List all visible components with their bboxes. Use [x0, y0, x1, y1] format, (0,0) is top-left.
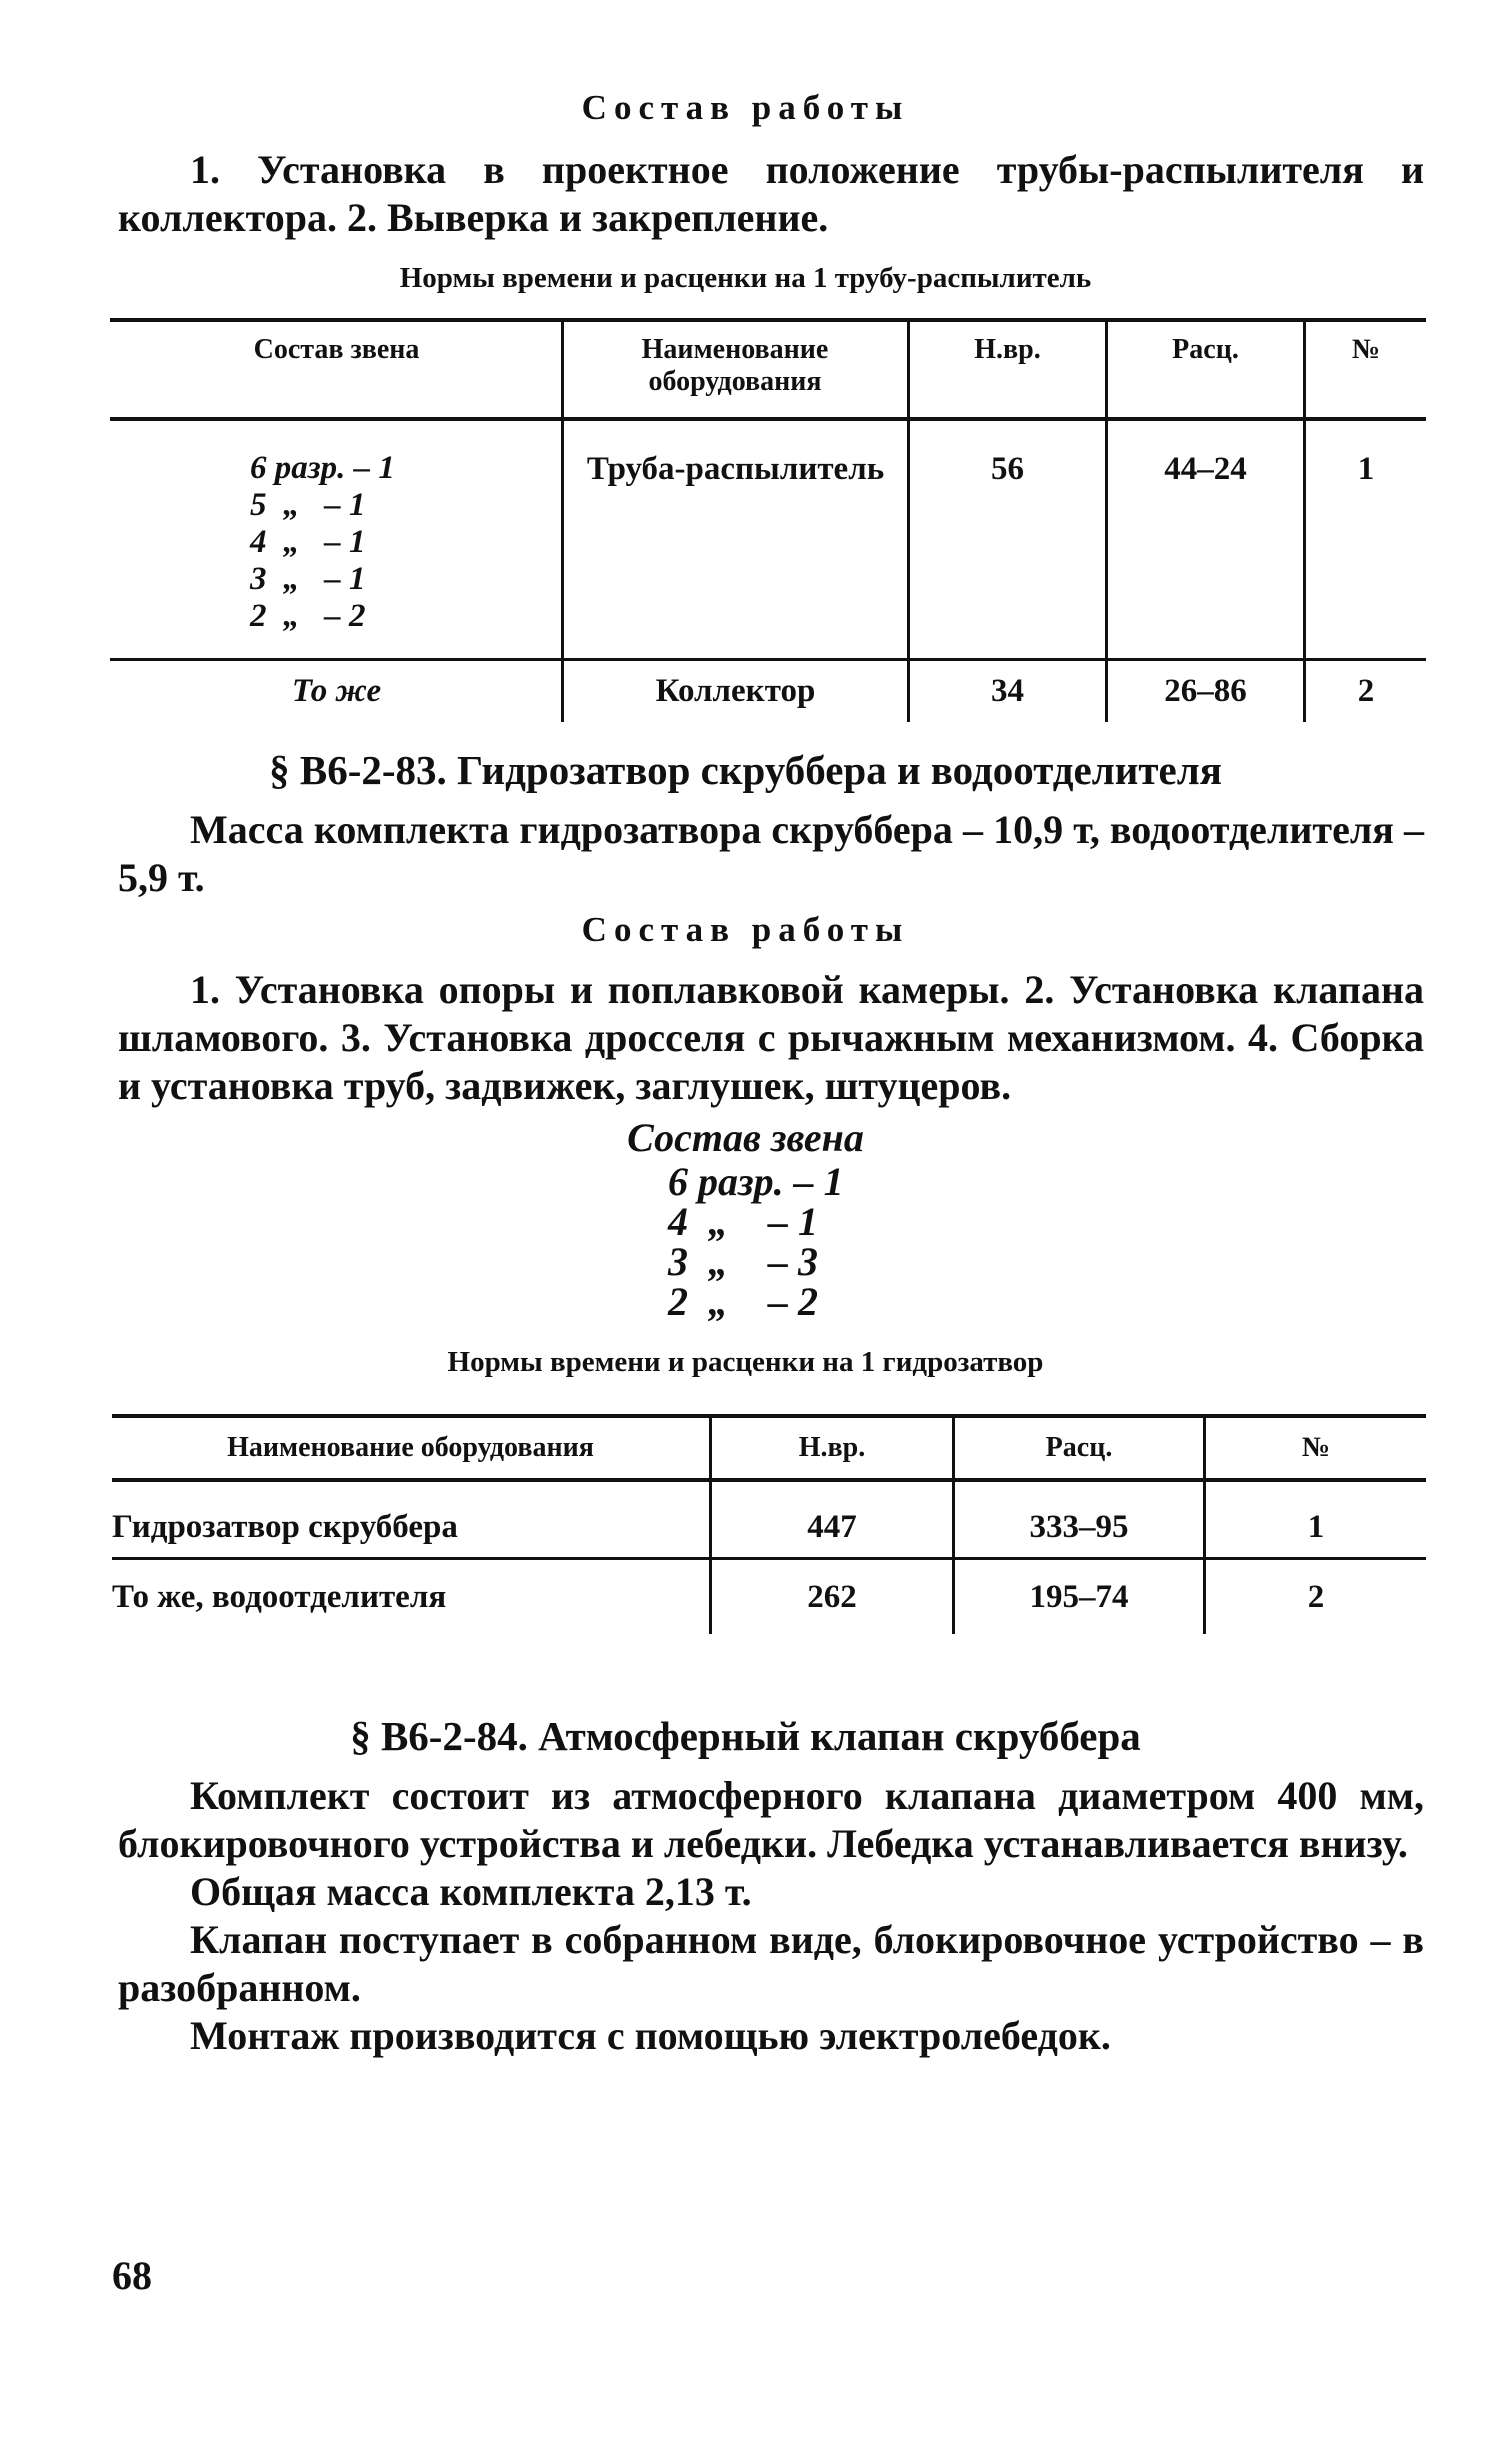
table2-row1-rate: 333–95: [1029, 1509, 1129, 1545]
table1-col-divider: [561, 320, 564, 722]
table1-row2-norm: 34: [991, 673, 1024, 709]
table2-row1-norm: 447: [807, 1509, 857, 1545]
table1-crew-line: 5 „ – 1: [250, 487, 366, 523]
crew-line: 4 „ – 1: [668, 1199, 818, 1244]
table1-crew-line: 3 „ – 1: [250, 561, 366, 597]
table1-row1-num: 1: [1357, 451, 1375, 487]
work-composition-text-2: 1. Установка опоры и поплавковой камеры. 2. Установка клапана шламового. 3. Установка дросселя с рычажным механизмом. 4. Сборка и установка труб, задвижек, заглушек, штуцеров.: [118, 967, 1424, 1108]
work-composition-heading-2: Состав работы: [581, 910, 910, 949]
section3-paragraph: Комплект состоит из атмосферного клапана диаметром 400 мм, блокировочного устройства и лебедки. Лебедка устанавливается внизу.: [118, 1773, 1424, 1866]
table1-header-norm: Н.вр.: [974, 334, 1041, 365]
table2-row1-num: 1: [1307, 1509, 1325, 1545]
table2-row2-num: 2: [1307, 1579, 1325, 1615]
table1-crew-line: 6 разр. – 1: [250, 450, 395, 486]
table1-top-rule: [110, 318, 1426, 322]
table1-header-rate: Расц.: [1172, 334, 1239, 365]
table2-header-rule: [112, 1478, 1426, 1482]
table1-row1-norm: 56: [991, 451, 1024, 487]
table1-row2-crew: То же: [291, 673, 382, 709]
table2-header-norm: Н.вр.: [798, 1432, 866, 1463]
table1-row2-rate: 26–86: [1164, 673, 1247, 709]
section3-paragraph: Общая масса комплекта 2,13 т.: [190, 1869, 752, 1914]
table1-row2-num: 2: [1357, 673, 1375, 709]
table1-col-divider: [1105, 320, 1108, 722]
crew-line: 6 разр. – 1: [668, 1159, 844, 1204]
section-b6-2-83-title: § В6-2-83. Гидрозатвор скруббера и водоотделителя: [269, 747, 1222, 793]
table1-header-rule: [110, 417, 1426, 421]
table2-header-rate: Расц.: [1045, 1432, 1113, 1463]
crew-title: Состав звена: [627, 1115, 864, 1160]
table1-caption: Нормы времени и расценки на 1 трубу-распылитель: [399, 262, 1092, 294]
table2-row-rule: [112, 1557, 1426, 1560]
table1-header-crew: Состав звена: [253, 334, 420, 365]
mass-text: Масса комплекта гидрозатвора скруббера – 10,9 т, водоотделителя – 5,9 т.: [118, 807, 1424, 900]
table2-row1-equipment: Гидрозатвор скруббера: [112, 1509, 458, 1545]
table2-header-num: №: [1301, 1432, 1331, 1463]
table1-header-num: №: [1351, 334, 1381, 365]
table1-crew-line: 4 „ – 1: [250, 524, 366, 560]
work-composition-heading: Состав работы: [581, 88, 910, 127]
table1-row1-equipment: Труба-распылитель: [586, 451, 885, 487]
table1-row-rule: [110, 658, 1426, 661]
table1-header-equipment: Наименование оборудования: [641, 334, 829, 397]
section3-paragraph: Монтаж производится с помощью электролебедок.: [190, 2013, 1111, 2058]
table1-row1-rate: 44–24: [1164, 451, 1247, 487]
crew-line: 2 „ – 2: [668, 1279, 818, 1324]
table1-row2-equipment: Коллектор: [655, 673, 816, 709]
table2-header-equipment: Наименование оборудования: [227, 1432, 594, 1463]
table2-caption: Нормы времени и расценки на 1 гидрозатвор: [447, 1346, 1044, 1378]
table2-row2-norm: 262: [807, 1579, 857, 1615]
table2-row2-rate: 195–74: [1029, 1579, 1129, 1615]
table2-row2-equipment: То же, водоотделителя: [112, 1579, 447, 1615]
table2-top-rule: [112, 1414, 1426, 1418]
work-composition-text: 1. Установка в проектное положение трубы-распылителя и коллектора. 2. Выверка и закрепление.: [118, 147, 1424, 240]
crew-line: 3 „ – 3: [668, 1239, 818, 1284]
table1-col-divider: [907, 320, 910, 722]
section3-paragraph: Клапан поступает в собранном виде, блокировочное устройство – в разобранном.: [118, 1917, 1424, 2010]
table1-crew-line: 2 „ – 2: [250, 598, 366, 634]
page-number: 68: [112, 2253, 152, 2298]
table1-col-divider: [1303, 320, 1306, 722]
section-b6-2-84-title: § В6-2-84. Атмосферный клапан скруббера: [350, 1713, 1141, 1759]
